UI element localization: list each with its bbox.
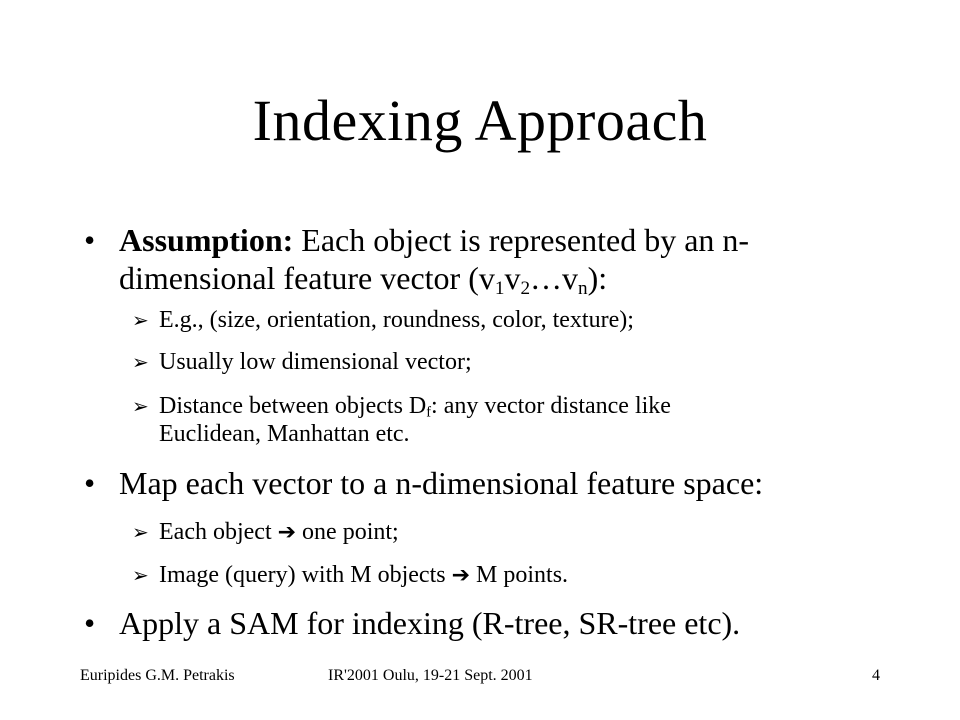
arrowhead-bullet-icon: ➢ [132, 394, 149, 418]
bullet-line-2 [119, 259, 874, 297]
bullet-dot-icon: • [84, 222, 96, 258]
bullet-text: Apply a SAM for indexing (R-tree, SR-tree etc). [119, 605, 741, 641]
right-arrow-icon: ➔ [451, 563, 471, 588]
arrowhead-bullet-icon: ➢ [132, 520, 149, 544]
distance-suffix: : any vector distance like [431, 393, 671, 419]
m-points-suffix: M points. [470, 562, 569, 588]
arrowhead-bullet-icon: ➢ [132, 563, 149, 587]
one-point-prefix: Each object [159, 519, 278, 545]
footer-author: Euripides G.M. Petrakis [80, 667, 235, 684]
sub-item-text: E.g., (size, orientation, roundness, color, texture); [159, 307, 634, 333]
line-2-prefix: dimensional feature vector (v [119, 260, 495, 296]
distance-line-1 [159, 392, 872, 420]
distance-line-2: Euclidean, Manhattan etc. [159, 421, 410, 447]
sub-item-text [159, 518, 872, 547]
subscript-1: 1 [494, 277, 505, 299]
arrowhead-bullet-icon: ➢ [132, 350, 149, 374]
bullet-dot-icon: • [84, 465, 96, 501]
footer-page-number: 4 [872, 667, 880, 684]
v-dots-text: …v [530, 260, 579, 296]
bullet-line-1 [119, 221, 874, 259]
bold-lead: Assumption: [119, 222, 294, 258]
bullet-dot-icon: • [84, 605, 96, 641]
right-arrow-icon: ➔ [277, 520, 297, 545]
subscript-2: 2 [520, 277, 531, 299]
footer-venue: IR'2001 Oulu, 19-21 Sept. 2001 [328, 667, 533, 684]
m-points-prefix: Image (query) with M objects [159, 562, 452, 588]
bullet-text: Map each vector to a n-dimensional feature space: [119, 465, 764, 501]
one-point-suffix: one point; [296, 519, 399, 545]
sub-item-text [159, 392, 872, 448]
sub-item-text: Usually low dimensional vector; [159, 349, 472, 375]
v-text: v [504, 260, 521, 296]
distance-prefix: Distance between objects D [159, 393, 427, 419]
subscript-n: n [578, 277, 588, 299]
line-1-text: Each object is represented by an n- [293, 222, 750, 258]
bullet-text [119, 221, 874, 297]
line-2-suffix: ): [587, 260, 608, 296]
arrowhead-bullet-icon: ➢ [132, 308, 149, 332]
sub-item-text [159, 561, 872, 590]
subscript-f: f [426, 404, 432, 421]
slide-title: Indexing Approach [252, 88, 708, 153]
